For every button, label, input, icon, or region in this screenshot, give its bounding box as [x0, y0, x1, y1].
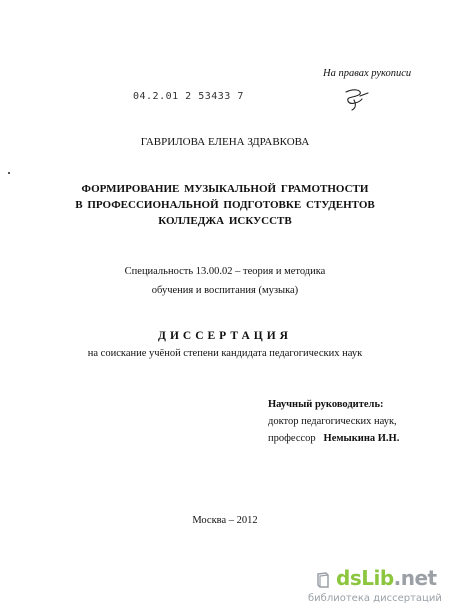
watermark-logo-tld: .net: [393, 566, 437, 590]
watermark-logo: [336, 566, 437, 590]
specialty-line: обучения и воспитания (музыка): [151, 285, 299, 296]
scan-speck: [8, 172, 10, 174]
rights-note: На правах рукописи: [323, 68, 412, 79]
title-line: КОЛЛЕДЖА ИСКУССТВ: [158, 215, 292, 227]
dslib-watermark[interactable]: [306, 566, 448, 610]
advisor-position-line: [268, 430, 399, 447]
advisor-name: Немыкина И.Н.: [323, 433, 400, 444]
handwritten-signature: [340, 86, 374, 112]
title-line: ФОРМИРОВАНИЕ МУЗЫКАЛЬНОЙ ГРАМОТНОСТИ: [81, 183, 369, 195]
advisor-position: профессор: [268, 433, 316, 444]
scientific-advisor: [268, 396, 399, 447]
watermark-subtitle: библиотека диссертаций: [308, 593, 442, 604]
specialty-line: Специальность 13.00.02 – теория и методика: [124, 266, 326, 277]
advisor-heading: Научный руководитель:: [268, 399, 384, 410]
title-line: В ПРОФЕССИОНАЛЬНОЙ ПОДГОТОВКЕ СТУДЕНТОВ: [75, 199, 375, 211]
document-type: ДИССЕРТАЦИЯ: [158, 330, 292, 342]
advisor-rank: доктор педагогических наук,: [268, 416, 397, 427]
city-year: Москва – 2012: [192, 515, 258, 526]
degree-line: на соискание учёной степени кандидата педагогических наук: [87, 348, 363, 359]
dissertation-title: [40, 181, 410, 229]
book-icon: [316, 572, 330, 588]
specialty: [0, 262, 450, 300]
watermark-logo-main: dsLib: [336, 566, 394, 590]
archive-stamp: 04.2.01 2 53433 7: [133, 91, 244, 102]
author-name: ГАВРИЛОВА ЕЛЕНА ЗДРАВКОВА: [140, 136, 310, 148]
